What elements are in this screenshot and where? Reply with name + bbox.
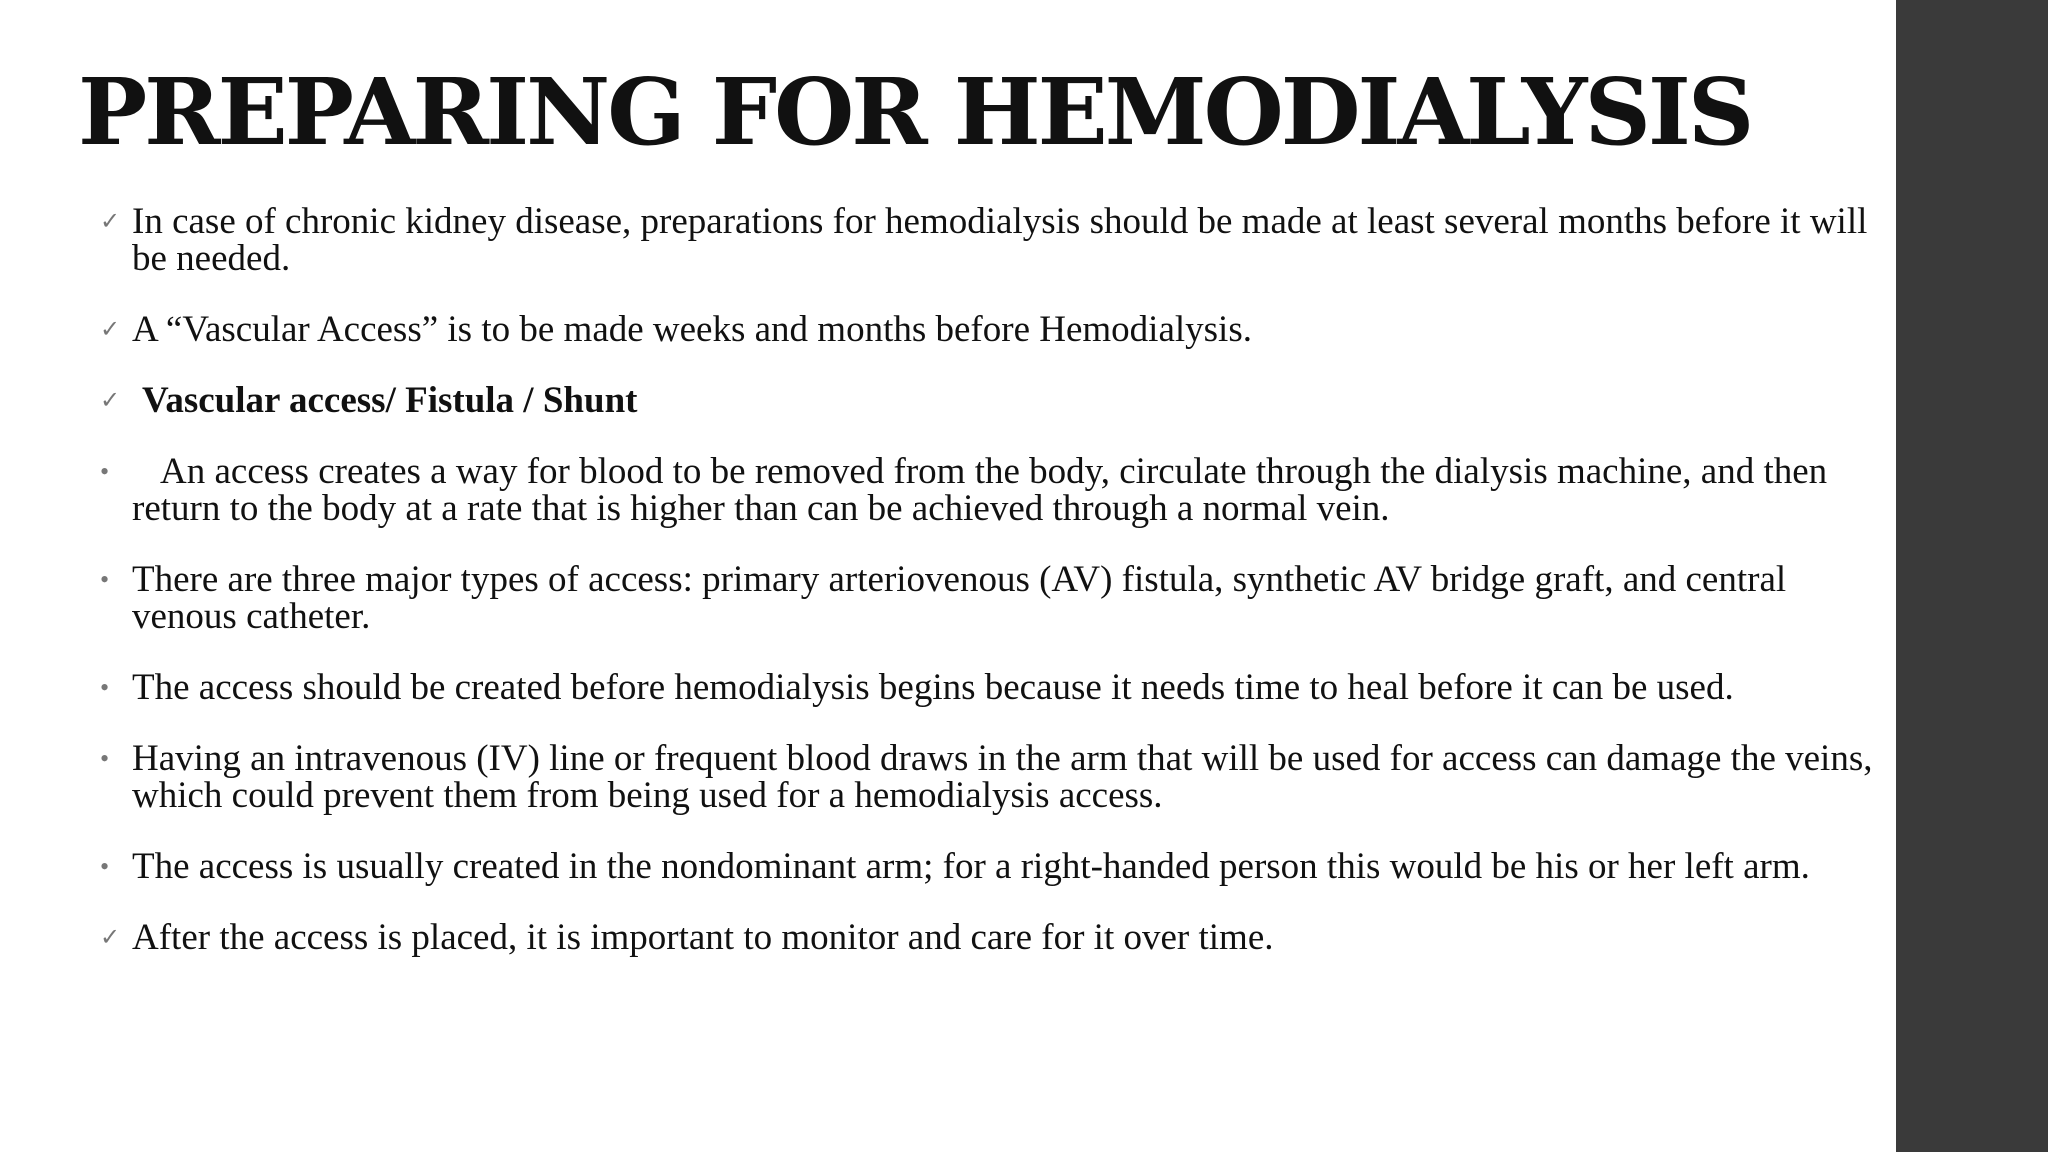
slide-title: PREPARING FOR HEMODIALYSIS (78, 58, 1752, 166)
list-item-text: There are three major types of access: primary arteriovenous (AV) fistula, synthetic AV bridge graft, and central venous catheter. (132, 559, 1787, 637)
list-item-heading: Vascular access/ Fistula / Shunt (142, 380, 638, 421)
list-item-text: A “Vascular Access” is to be made weeks and months before Hemodialysis. (132, 309, 1252, 350)
bullet-dot-icon: • (100, 457, 110, 486)
list-item (96, 561, 1876, 635)
list-item (96, 382, 1876, 419)
side-panel (1896, 0, 2048, 1152)
checkmark-icon: ✓ (100, 386, 121, 414)
checkmark-icon: ✓ (100, 207, 121, 235)
bullet-dot-icon: • (100, 673, 110, 702)
list-item (96, 203, 1876, 277)
list-item-text: The access should be created before hemodialysis begins because it needs time to heal before it can be used. (132, 667, 1734, 708)
list-item (96, 669, 1876, 706)
list-item (96, 848, 1876, 885)
list-item-text: In case of chronic kidney disease, preparations for hemodialysis should be made at least several months before it will be needed. (132, 201, 1868, 279)
bullet-dot-icon: • (100, 852, 110, 881)
list-item-text: Having an intravenous (IV) line or frequent blood draws in the arm that will be used for access can damage the veins, which could prevent them from being used for a hemodialysis access. (132, 738, 1873, 816)
bullet-list (96, 203, 1876, 990)
list-item (96, 919, 1876, 956)
list-item (96, 311, 1876, 348)
checkmark-icon: ✓ (100, 923, 121, 951)
list-item-text: After the access is placed, it is important to monitor and care for it over time. (132, 917, 1274, 958)
checkmark-icon: ✓ (100, 315, 121, 343)
list-item-text: The access is usually created in the nondominant arm; for a right-handed person this would be his or her left arm. (132, 846, 1810, 887)
list-item (96, 453, 1876, 527)
bullet-dot-icon: • (100, 744, 110, 773)
list-item (96, 740, 1876, 814)
bullet-dot-icon: • (100, 565, 110, 594)
list-item-text: An access creates a way for blood to be removed from the body, circulate through the dialysis machine, and then return to the body at a rate that is higher than can be achieved through a normal vein. (132, 451, 1828, 529)
